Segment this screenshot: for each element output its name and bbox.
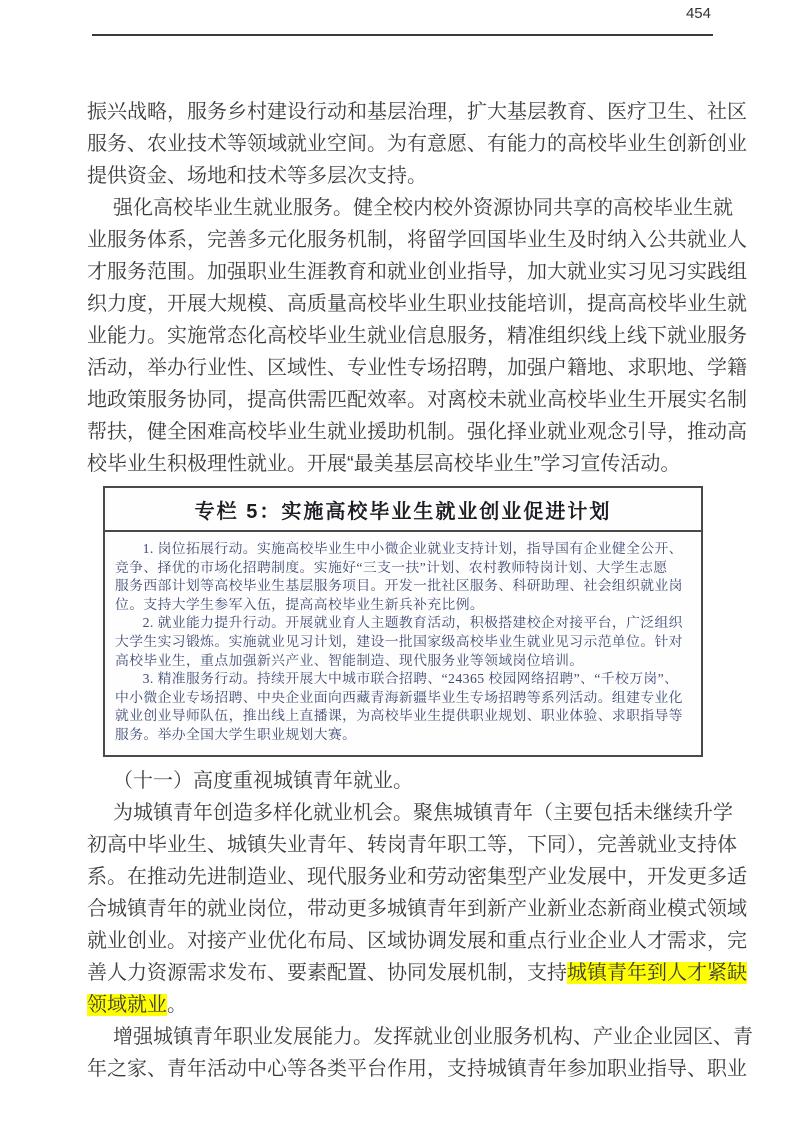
- text-line: 为城镇青年创造多样化就业机会。聚焦城镇青年（主要包括未继续升学: [113, 801, 733, 824]
- section-heading: （十一）高度重视城镇青年就业。: [113, 769, 413, 792]
- column-box-body: [105, 532, 701, 755]
- text-line: 业服务体系，完善多元化服务机制，将留学回国毕业生及时纳入公共就业人: [87, 229, 747, 251]
- text-line: 帮扶，健全困难高校毕业生就业援助机制。强化择业就业观念引导，推动高: [87, 421, 747, 443]
- text-line: 系。在推动先进制造业、现代服务业和劳动密集型产业发展中，开发更多适: [87, 865, 747, 888]
- box-text-line: 2. 就业能力提升行动。开展就业育人主题教育活动，积极搭建校企对接平台，广泛组织: [142, 615, 683, 631]
- text-line: 才服务范围。加强职业生涯教育和就业创业指导，加大就业实习见习实践组: [87, 261, 747, 283]
- text-line: 就业创业。对接产业优化布局、区域协调发展和重点行业企业人才需求，完: [87, 929, 747, 952]
- box-text-line: 服务西部计划等高校毕业生基层服务项目。开发一批社区服务、科研助理、社会组织就业岗: [115, 578, 683, 594]
- box-text-line: 大学生实习锻炼。实施就业见习计划，建设一批国家级高校毕业生就业见习示范单位。针对: [115, 633, 683, 649]
- text-line: 校毕业生积极理性就业。开展“最美基层高校毕业生”学习宣传活动。: [87, 453, 681, 475]
- box-text-line: 1. 岗位拓展行动。实施高校毕业生中小微企业就业支持计划，指导国有企业健全公开、: [142, 541, 683, 556]
- text-line: 合城镇青年的就业岗位，带动更多城镇青年到新产业新业态新商业模式领域: [87, 897, 747, 920]
- text-line: 服务、农业技术等领域就业空间。为有意愿、有能力的高校毕业生创新创业: [87, 133, 747, 155]
- column-box-5: [103, 486, 703, 757]
- box-text-line: 服务。举办全国大学生职业规划大赛。: [115, 726, 357, 742]
- text-line: 提供资金、场地和技术等多层次支持。: [87, 165, 427, 187]
- text-line-with-highlight: [87, 957, 747, 989]
- text-line: 强化高校毕业生就业服务。健全校内校外资源协同共享的高校毕业生就: [113, 197, 733, 219]
- text-line: 初高中毕业生、城镇失业青年、转岗青年职工等，下同），完善就业支持体: [87, 833, 737, 856]
- text-segment: 善人力资源需求发布、要素配置、协同发展机制，支持: [87, 961, 567, 984]
- text-line: 活动，举办行业性、区域性、专业性专场招聘，加强户籍地、求职地、学籍: [87, 357, 747, 379]
- box-text-line: 就业创业导师队伍，推出线上直播课，为高校毕业生提供职业规划、职业体验、求职指导等: [115, 708, 683, 724]
- box-text-line: 高校毕业生，重点加强新兴产业、智能制造、现代服务业等领域岗位培训。: [115, 652, 584, 668]
- page-number: 454: [685, 5, 711, 22]
- text-line: 织力度，开展大规模、高质量高校毕业生职业技能培训，提高高校毕业生就: [87, 293, 747, 315]
- text-line: 振兴战略，服务乡村建设行动和基层治理，扩大基层教育、医疗卫生、社区: [87, 101, 747, 123]
- box-text-line: 位。支持大学生参军入伍，提高高校毕业生新兵补充比例。: [115, 596, 485, 612]
- highlight-text: 领域就业: [87, 993, 167, 1016]
- text-line-with-highlight: [87, 989, 713, 1021]
- text-line: 业能力。实施常态化高校毕业生就业信息服务，精准组织线上线下就业服务: [87, 325, 747, 347]
- box-text-line: 中小微企业专场招聘、中央企业面向西藏青海新疆毕业生专场招聘等系列活动。组建专业化: [115, 689, 683, 705]
- box-text-line: 竞争、择优的市场化招聘制度。实施好“三支一扶”计划、农村教师特岗计划、大学生志愿: [115, 559, 668, 575]
- highlight-text: 城镇青年到人才紧缺: [567, 961, 747, 984]
- page-body: [87, 96, 753, 1085]
- text-segment: 。: [167, 993, 187, 1016]
- column-box-title: 专栏 5：实施高校毕业生就业创业促进计划: [105, 488, 701, 532]
- text-line: 地政策服务协同，提高供需匹配效率。对离校未就业高校毕业生开展实名制: [87, 389, 747, 411]
- header-rule: [92, 34, 713, 36]
- text-line: 年之家、青年活动中心等各类平台作用，支持城镇青年参加职业指导、职业: [87, 1057, 747, 1080]
- text-line: 增强城镇青年职业发展能力。发挥就业创业服务机构、产业企业园区、青: [113, 1025, 753, 1048]
- box-text-line: 3. 精准服务行动。持续开展大中城市联合招聘、“24365 校园网络招聘”、“千校万岗”、: [142, 671, 679, 687]
